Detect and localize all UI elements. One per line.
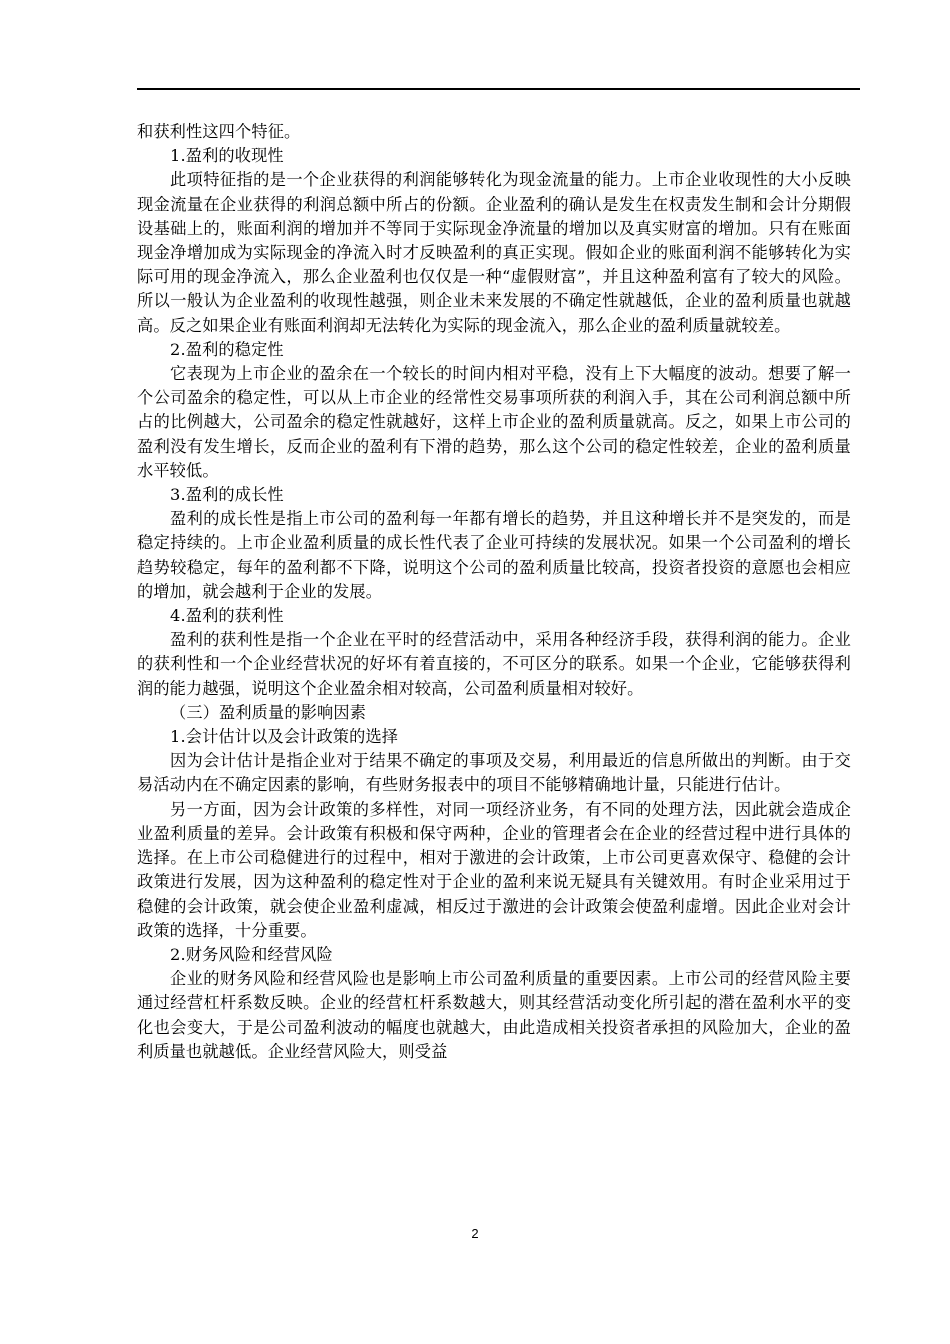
section-heading: 1.会计估计以及会计政策的选择 [170,727,399,747]
paragraph: 盈利的获利性是指一个企业在平时的经营活动中，采用各种经济手段，获得利润的能力。企业的获利性和一个企业经营状况的好坏有着直接的，不可区分的联系。如果一个企业，它能够获得利润的能力越强，说明这个企业盈余相对较高，公司盈利质量相对较好。 [137,630,851,698]
paragraph: 它表现为上市企业的盈余在一个较长的时间内相对平稳，没有上下大幅度的波动。想要了解一个公司盈余的稳定性，可以从上市企业的经常性交易事项所获的利润入手，其在公司利润总额中所占的比例越大，公司盈余的稳定性就越好，这样上市企业的盈利质量就高。反之，如果上市公司的盈利没有发生增长，反而企业的盈利有下滑的趋势，那么这个公司的稳定性较差，企业的盈利质量水平较低。 [137,364,851,480]
document-body [137,120,851,1064]
header-rule [137,88,860,90]
section-heading: 2.财务风险和经营风险 [170,944,333,964]
paragraph: 另一方面，因为会计政策的多样性，对同一项经济业务，有不同的处理方法，因此就会造成企业盈利质量的差异。会计政策有积极和保守两种，企业的管理者会在企业的经营过程中进行具体的选择。在上市公司稳健进行的过程中，相对于激进的会计政策，上市公司更喜欢保守、稳健的会计政策进行发展，因为这种盈利的稳定性对于企业的盈利来说无疑具有关键效用。有时企业采用过于稳健的会计政策，就会使企业盈利虚减，相反过于激进的会计政策会使盈利虚增。因此企业对会计政策的选择，十分重要。 [137,799,851,940]
paragraph: 此项特征指的是一个企业获得的利润能够转化为现金流量的能力。上市企业收现性的大小反映现金流量在企业获得的利润总额中所占的份额。企业盈利的确认是发生在权责发生制和会计分期假设基础上的，账面利润的增加并不等同于实际现金净流量的增加以及真实财富的增加。只有在账面现金净增加成为实际现金的净流入时才反映盈利的真正实现。假如企业的账面利润不能够转化为实际可用的现金净流入，那么企业盈利也仅仅是一种“虚假财富”，并且这种盈利富有了较大的风险。所以一般认为企业盈利的收现性越强，则企业未来发展的不确定性就越低，企业的盈利质量也就越高。反之如果企业有账面利润却无法转化为实际的现金流入，那么企业的盈利质量就较差。 [137,170,851,335]
section-heading: 2.盈利的稳定性 [170,339,284,359]
paragraph: 和获利性这四个特征。 [137,122,301,141]
page-number: 2 [471,1226,479,1241]
paragraph: 企业的财务风险和经营风险也是影响上市公司盈利质量的重要因素。上市公司的经营风险主要通过经营杠杆系数反映。企业的经营杠杆系数越大，则其经营活动变化所引起的潜在盈利水平的变化也会变大，于是公司盈利波动的幅度也就越大，由此造成相关投资者承担的风险加大，企业的盈利质量也就越低。企业经营风险大，则受益 [137,969,851,1061]
chapter-heading: （三）盈利质量的影响因素 [170,702,367,722]
section-heading: 3.盈利的成长性 [170,485,284,505]
paragraph: 盈利的成长性是指上市公司的盈利每一年都有增长的趋势，并且这种增长并不是突发的，而是稳定持续的。上市企业盈利质量的成长性代表了企业可持续的发展状况。如果一个公司盈利的增长趋势较稳定，每年的盈利都不下降，说明这个公司的盈利质量比较高，投资者投资的意愿也会相应的增加，就会越利于企业的发展。 [137,509,851,601]
paragraph: 因为会计估计是指企业对于结果不确定的事项及交易，利用最近的信息所做出的判断。由于交易活动内在不确定因素的影响，有些财务报表中的项目不能够精确地计量，只能进行估计。 [137,751,851,795]
section-heading: 4.盈利的获利性 [170,606,284,626]
section-heading: 1.盈利的收现性 [170,146,284,166]
